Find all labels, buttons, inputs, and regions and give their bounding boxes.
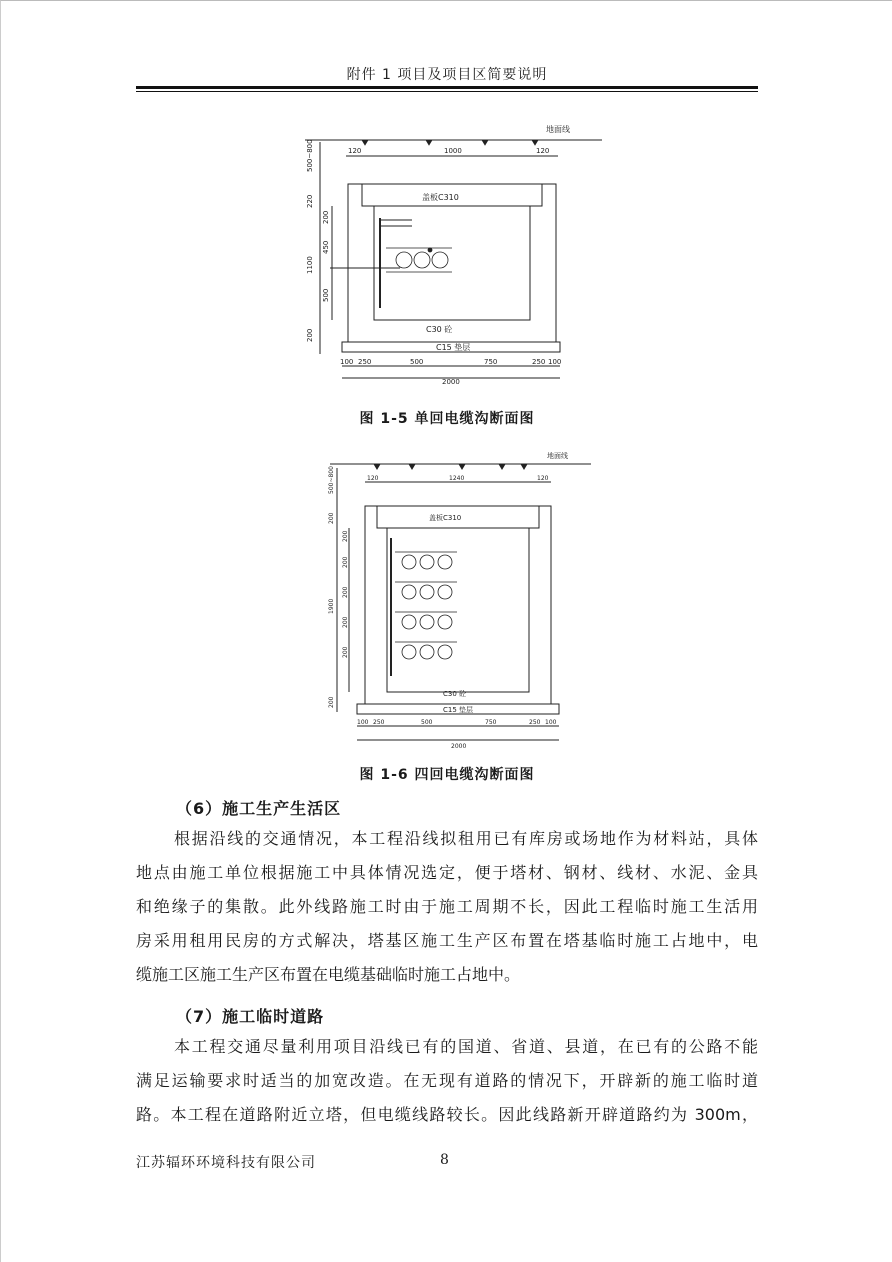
dim-v6: 500 [322, 288, 330, 302]
dim-v4: 450 [322, 240, 330, 254]
section-7-heading: （7）施工临时道路 [176, 1007, 325, 1026]
ground-label: 地面线 [546, 125, 570, 134]
dim-v5: 1100 [306, 256, 314, 274]
dim-top-mid: 1240 [449, 475, 465, 482]
dim-bot-4: 750 [485, 719, 497, 726]
dim-bot-total: 2000 [451, 743, 467, 750]
dim-v5: 200 [342, 586, 349, 598]
dim-v3: 200 [342, 530, 349, 542]
figure-single-circuit-trench [300, 122, 610, 387]
dim-v4: 200 [342, 556, 349, 568]
dim-v1: 500~800 [328, 466, 335, 494]
dim-bot-1: 100 [357, 719, 369, 726]
dim-v8: 1900 [328, 598, 335, 614]
c15-label: C15 垫层 [443, 706, 474, 714]
dim-v9: 200 [328, 696, 335, 708]
figure-four-circuit-trench [325, 450, 595, 750]
dim-v3: 200 [322, 210, 330, 224]
figure-1-5-caption: 图 1-5 单回电缆沟断面图 [359, 411, 535, 427]
dim-bot-total: 2000 [442, 378, 460, 386]
dim-top-right: 120 [536, 147, 550, 155]
dim-top-right: 120 [537, 475, 549, 482]
dim-bot-5: 250 [532, 358, 546, 366]
dim-top-mid: 1000 [444, 147, 462, 155]
section-6-line-4: 房采用租用民房的方式解决，塔基区施工生产区布置在塔基临时施工占地中，电 [136, 931, 758, 950]
section-6-line-3: 和绝缘子的集散。此外线路施工时由于施工周期不长，因此工程临时施工生活用 [136, 897, 758, 916]
dim-v6: 200 [342, 616, 349, 628]
header-rule-thick [136, 86, 758, 89]
dim-v7: 200 [342, 646, 349, 658]
cover-slab-label: 盖板C310 [422, 193, 459, 202]
dim-bot-6: 100 [545, 719, 557, 726]
c30-label: C30 砼 [426, 325, 453, 334]
section-6-heading: （6）施工生产生活区 [176, 799, 342, 818]
dim-v2: 200 [328, 512, 335, 524]
section-6-line-2: 地点由施工单位根据施工中具体情况选定，便于塔材、钢材、线材、水泥、金具 [136, 863, 758, 882]
c15-label: C15 垫层 [436, 343, 471, 352]
dim-bot-2: 250 [358, 358, 372, 366]
dim-bot-5: 250 [529, 719, 541, 726]
footer-page-number: 8 [440, 1152, 449, 1168]
dim-top-left: 120 [367, 475, 379, 482]
section-7-line-3: 路。本工程在道路附近立塔，但电缆线路较长。因此线路新开辟道路约为 300m， [136, 1105, 758, 1124]
c30-label: C30 砼 [443, 690, 467, 698]
page-header-title: 附件 1 项目及项目区简要说明 [346, 67, 548, 83]
dim-bot-6: 100 [548, 358, 562, 366]
section-7-line-1: 本工程交通尽量利用项目沿线已有的国道、省道、县道，在已有的公路不能 [174, 1037, 758, 1056]
dim-v7: 200 [306, 328, 314, 342]
dim-top-left: 120 [348, 147, 362, 155]
dim-bot-3: 500 [410, 358, 424, 366]
dim-bot-4: 750 [484, 358, 498, 366]
dim-bot-3: 500 [421, 719, 433, 726]
cover-slab-label: 盖板C310 [429, 514, 462, 522]
ground-label: 地面线 [547, 452, 568, 460]
section-6-line-5: 缆施工区施工生产区布置在电缆基础临时施工占地中。 [136, 965, 521, 984]
figure-1-6-caption: 图 1-6 四回电缆沟断面图 [359, 767, 535, 783]
dim-v1: 500~800 [306, 139, 314, 172]
section-6-line-1: 根据沿线的交通情况，本工程沿线拟租用已有库房或场地作为材料站，具体 [174, 829, 758, 848]
header-rule-thin [136, 91, 758, 92]
footer-company: 江苏辐环环境科技有限公司 [136, 1155, 316, 1171]
dim-bot-1: 100 [340, 358, 354, 366]
dim-bot-2: 250 [373, 719, 385, 726]
section-7-line-2: 满足运输要求时适当的加宽改造。在无现有道路的情况下，开辟新的施工临时道 [136, 1071, 758, 1090]
dim-v2: 220 [306, 194, 314, 208]
